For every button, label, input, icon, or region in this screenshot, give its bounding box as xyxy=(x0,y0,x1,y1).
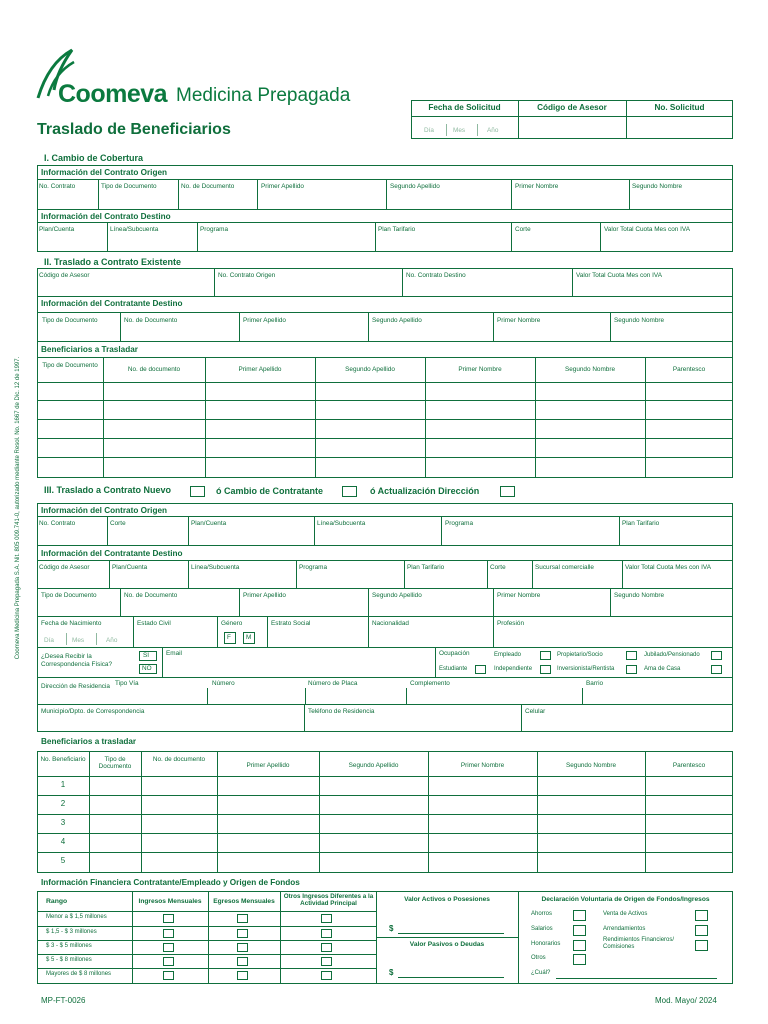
checkbox-egresos-1[interactable] xyxy=(237,914,248,923)
fin-heading: Información Financiera Contratante/Empleado y Origen de Fondos xyxy=(41,878,300,887)
rango-1: Menor a $ 1,5 millones xyxy=(46,914,107,920)
s3-r1-sucursal: Sucursal comercialle xyxy=(535,564,594,571)
s3-r1-plan-tarifario: Plan Tarifario xyxy=(407,564,445,571)
rango-5: Mayores de $ 8 millones xyxy=(46,971,112,977)
opt-propietario: Propietario/Socio xyxy=(557,652,603,658)
th-rango: Rango xyxy=(46,898,68,905)
s3-telefono: Teléfono de Residencia xyxy=(308,708,375,715)
opt-inversionista: Inversionista/Rentista xyxy=(557,666,615,672)
s3-linea-subcuenta: Línea/Subcuenta xyxy=(317,520,366,527)
s3-celular: Celular xyxy=(525,708,546,715)
s3-estrato: Estrato Social xyxy=(271,620,311,627)
benef-row-3: 3 xyxy=(60,818,66,827)
s3-genero-f: F xyxy=(227,634,231,641)
s3-dob-year: Año xyxy=(106,637,118,644)
s1-no-documento: No. de Documento xyxy=(181,183,235,190)
brand-subtitle: Medicina Prepagada xyxy=(176,85,351,106)
checkbox-venta-activos[interactable] xyxy=(695,910,708,921)
opt-independiente: Independiente xyxy=(494,666,533,672)
s3-fecha-nacimiento: Fecha de Nacimiento xyxy=(41,620,102,627)
opt-empleado: Empleado xyxy=(494,652,522,658)
s1-primer-apellido: Primer Apellido xyxy=(261,183,304,190)
s2-segundo-nombre: Segundo Nombre xyxy=(614,317,665,324)
s2-th-tipo: Tipo de Documento xyxy=(42,362,98,369)
s3-correspondencia: ¿Desea Recibir la Correspondencia Física? xyxy=(41,653,113,668)
s1-tipo-documento: Tipo de Documento xyxy=(101,183,157,190)
s3-r1-corte: Corte xyxy=(490,564,506,571)
checkbox-actualizacion-direccion[interactable] xyxy=(500,486,515,497)
s3-complemento: Complemento xyxy=(410,680,450,687)
form-version: Mod. Mayo/ 2024 xyxy=(655,996,717,1005)
checkbox-egresos-4[interactable] xyxy=(237,957,248,966)
opt-estudiante: Estudiante xyxy=(439,666,468,672)
s2-primer-apellido: Primer Apellido xyxy=(243,317,286,324)
checkbox-contrato-nuevo[interactable] xyxy=(190,486,205,497)
s1-plan-tarifario: Plan Tarifario xyxy=(378,226,416,233)
s3-origen-heading: Información del Contrato Origen xyxy=(41,506,168,515)
s3-dob-day: Día xyxy=(44,637,54,644)
s3-corte: Corte xyxy=(110,520,126,527)
s3-numero: Número xyxy=(212,680,235,687)
s3-r2-primer-nombre: Primer Nombre xyxy=(497,592,541,599)
decl-cual: ¿Cuál? xyxy=(531,970,551,976)
rango-2: $ 1,5 - $ 3 millones xyxy=(46,929,97,935)
decl-heading: Declaración Voluntaria de Origen de Fondos/Ingresos xyxy=(541,896,710,903)
s2-th-segundo-apellido: Segundo Apellido xyxy=(345,366,395,373)
benef-row-2: 2 xyxy=(60,799,66,808)
header-asesor: Código de Asesor xyxy=(537,103,607,112)
decl-otros: Otros xyxy=(531,955,546,961)
header-fecha: Fecha de Solicitud xyxy=(428,103,501,112)
s3-genero: Género xyxy=(221,620,243,627)
section-3-box xyxy=(37,503,733,732)
checkbox-ingresos-4[interactable] xyxy=(163,957,174,966)
benef-row-1: 1 xyxy=(60,780,66,789)
checkbox-independiente[interactable] xyxy=(540,665,551,674)
activos-dollar: $ xyxy=(389,924,394,933)
s3-r2-primer-apellido: Primer Apellido xyxy=(243,592,286,599)
decl-honorarios: Honorarios xyxy=(531,941,561,947)
checkbox-egresos-3[interactable] xyxy=(237,943,248,952)
s3-r2-segundo-nombre: Segundo Nombre xyxy=(614,592,665,599)
s1-no-contrato: No. Contrato xyxy=(39,183,76,190)
s2-th-primer-nombre: Primer Nombre xyxy=(458,366,502,373)
s3-plan-tarifario: Plan Tarifario xyxy=(622,520,660,527)
s3-r2-tipo-doc: Tipo de Documento xyxy=(41,592,97,599)
form-title: Traslado de Beneficiarios xyxy=(37,121,231,138)
benef-row-4: 4 xyxy=(60,837,66,846)
header-solicitud: No. Solicitud xyxy=(654,103,705,112)
s3-nacionalidad: Nacionalidad xyxy=(372,620,409,627)
checkbox-egresos-2[interactable] xyxy=(237,929,248,938)
th-egresos: Egresos Mensuales xyxy=(213,898,275,905)
checkbox-ama-casa[interactable] xyxy=(711,665,722,674)
s3-no-label: NO xyxy=(142,665,152,672)
s3-r2-no-doc: No. de Documento xyxy=(124,592,178,599)
s2-th-no-doc: No. de documento xyxy=(127,366,181,373)
s3-tipo-via: Tipo Vía xyxy=(115,680,139,687)
checkbox-egresos-5[interactable] xyxy=(237,971,248,980)
checkbox-otros-2[interactable] xyxy=(321,929,332,938)
form-code: MP-FT-0026 xyxy=(41,996,86,1005)
decl-rendimientos: Rendimientos Financieros/ Comisiones xyxy=(603,937,675,950)
pasivos-label: Valor Pasivos o Deudas xyxy=(409,941,485,948)
s1-destino-heading: Información del Contrato Destino xyxy=(41,212,171,221)
s2-contratante-heading: Información del Contratante Destino xyxy=(41,299,183,308)
checkbox-ingresos-1[interactable] xyxy=(163,914,174,923)
s3-barrio: Barrio xyxy=(586,680,604,687)
s3-direccion: Dirección de Residencia xyxy=(41,683,110,690)
decl-arrendamientos: Arrendamientos xyxy=(603,926,646,932)
s1-segundo-nombre: Segundo Nombre xyxy=(632,183,683,190)
s3-ocupacion: Ocupación xyxy=(439,650,470,657)
section-1-title: I. Cambio de Cobertura xyxy=(44,153,144,163)
section-3-title: III. Traslado a Contrato Nuevo xyxy=(44,485,172,495)
decl-salarios: Salarios xyxy=(531,926,553,932)
s3-or-cambio: ó Cambio de Contratante xyxy=(216,486,324,496)
th-ingresos: Ingresos Mensuales xyxy=(138,898,202,905)
rango-3: $ 3 - $ 5 millones xyxy=(46,943,92,949)
benef-row-5: 5 xyxy=(60,856,66,865)
s1-programa: Programa xyxy=(200,226,229,233)
s3-th-no-benef: No. Beneficiario xyxy=(40,756,86,763)
s3-r1-plan-cuenta: Plan/Cuenta xyxy=(112,564,148,571)
brand-name: Coomeva xyxy=(58,80,168,108)
s1-plan-cuenta: Plan/Cuenta xyxy=(39,226,75,233)
s3-no-contrato: No. Contrato xyxy=(39,520,76,527)
s3-dob-month: Mes xyxy=(72,637,85,644)
checkbox-ingresos-5[interactable] xyxy=(163,971,174,980)
s2-th-primer-apellido: Primer Apellido xyxy=(238,366,282,373)
opt-jubilado: Jubilado/Pensionado xyxy=(644,652,700,658)
checkbox-jubilado[interactable] xyxy=(711,651,722,660)
checkbox-otros-1[interactable] xyxy=(321,914,332,923)
activos-label: Valor Activos o Posesiones xyxy=(404,896,490,903)
s3-contratante-heading: Información del Contratante Destino xyxy=(41,549,183,558)
decl-venta-activos: Venta de Activos xyxy=(603,911,648,917)
s3-numero-placa: Número de Placa xyxy=(308,680,358,687)
s1-valor-cuota: Valor Total Cuota Mes con IVA xyxy=(604,226,690,233)
s3-r1-valor-cuota: Valor Total Cuota Mes con IVA xyxy=(625,564,711,571)
date-month: Mes xyxy=(453,127,466,134)
s3-programa: Programa xyxy=(445,520,474,527)
s3-benef-heading: Beneficiarios a trasladar xyxy=(41,737,137,746)
s1-origen-heading: Información del Contrato Origen xyxy=(41,168,168,177)
s1-segundo-apellido: Segundo Apellido xyxy=(390,183,440,190)
checkbox-otros-5[interactable] xyxy=(321,971,332,980)
s1-linea-subcuenta: Línea/Subcuenta xyxy=(110,226,159,233)
s2-contrato-origen: No. Contrato Origen xyxy=(218,272,276,279)
checkbox-inversionista[interactable] xyxy=(626,665,637,674)
checkbox-otros-4[interactable] xyxy=(321,957,332,966)
s3-th-primer-apellido: Primer Apellido xyxy=(246,762,290,769)
s3-municipio: Municipio/Dpto. de Correspondencia xyxy=(41,708,145,715)
s2-beneficiarios-heading: Beneficiarios a Trasladar xyxy=(41,345,138,354)
rango-4: $ 5 - $ 8 millones xyxy=(46,957,92,963)
s3-r2-segundo-apellido: Segundo Apellido xyxy=(372,592,422,599)
s2-tipo-documento: Tipo de Documento xyxy=(42,317,98,324)
s3-genero-m: M xyxy=(246,634,252,641)
checkbox-ingresos-2[interactable] xyxy=(163,929,174,938)
date-year: Año xyxy=(487,127,499,134)
opt-ama-casa: Ama de Casa xyxy=(644,666,681,672)
s2-segundo-apellido: Segundo Apellido xyxy=(372,317,422,324)
checkbox-estudiante[interactable] xyxy=(475,665,486,674)
checkbox-otros[interactable] xyxy=(573,954,586,965)
s3-th-tipo-doc: Tipo de Documento xyxy=(98,756,132,770)
checkbox-propietario[interactable] xyxy=(626,651,637,660)
s2-primer-nombre: Primer Nombre xyxy=(497,317,541,324)
s2-codigo-asesor: Código de Asesor xyxy=(39,272,90,279)
s2-valor-cuota: Valor Total Cuota Mes con IVA xyxy=(576,272,662,279)
s3-estado-civil: Estado Civil xyxy=(137,620,171,627)
s3-r1-programa: Programa xyxy=(299,564,328,571)
s3-codigo-asesor: Código de Asesor xyxy=(39,564,90,571)
s3-th-segundo-apellido: Segundo Apellido xyxy=(348,762,399,769)
s3-r1-linea: Línea/Subcuenta xyxy=(191,564,240,571)
s2-no-documento: No. de Documento xyxy=(124,317,178,324)
checkbox-otros-3[interactable] xyxy=(321,943,332,952)
checkbox-cambio-contratante[interactable] xyxy=(342,486,357,497)
date-day: Día xyxy=(424,127,434,134)
s3-or-actualizacion: ó Actualización Dirección xyxy=(370,486,480,496)
s1-primer-nombre: Primer Nombre xyxy=(515,183,559,190)
s3-th-segundo-nombre: Segundo Nombre xyxy=(565,762,617,769)
s1-corte: Corte xyxy=(515,226,531,233)
legal-side-text: Coomeva Medicina Prepagada S.A. Nit. 805 009.741-0, autorizado mediante Resol. No. 1667 de Dic. 12 de 1997. xyxy=(15,356,21,660)
checkbox-ahorros[interactable] xyxy=(573,910,586,921)
s2-contrato-destino: No. Contrato Destino xyxy=(406,272,466,279)
s3-si-label: SI xyxy=(143,652,150,659)
s3-th-parentesco: Parentesco xyxy=(672,762,706,769)
s3-profesion: Profesión xyxy=(497,620,524,627)
s3-email: Email xyxy=(166,650,182,657)
checkbox-ingresos-3[interactable] xyxy=(163,943,174,952)
checkbox-arrendamientos[interactable] xyxy=(695,925,708,936)
checkbox-salarios[interactable] xyxy=(573,925,586,936)
pasivos-dollar: $ xyxy=(389,968,394,977)
s3-plan-cuenta: Plan/Cuenta xyxy=(191,520,227,527)
s2-th-parentesco: Parentesco xyxy=(672,366,706,373)
s3-th-primer-nombre: Primer Nombre xyxy=(460,762,505,769)
checkbox-honorarios[interactable] xyxy=(573,940,586,951)
th-otros-ingresos: Otros Ingresos Diferentes a la Actividad Principal xyxy=(283,893,374,907)
section-2-title: II. Traslado a Contrato Existente xyxy=(44,257,182,267)
decl-ahorros: Ahorros xyxy=(531,911,553,917)
checkbox-rendimientos[interactable] xyxy=(695,940,708,951)
s3-th-no-doc: No. de documento xyxy=(152,756,206,763)
checkbox-empleado[interactable] xyxy=(540,651,551,660)
s2-th-segundo-nombre: Segundo Nombre xyxy=(564,366,616,373)
